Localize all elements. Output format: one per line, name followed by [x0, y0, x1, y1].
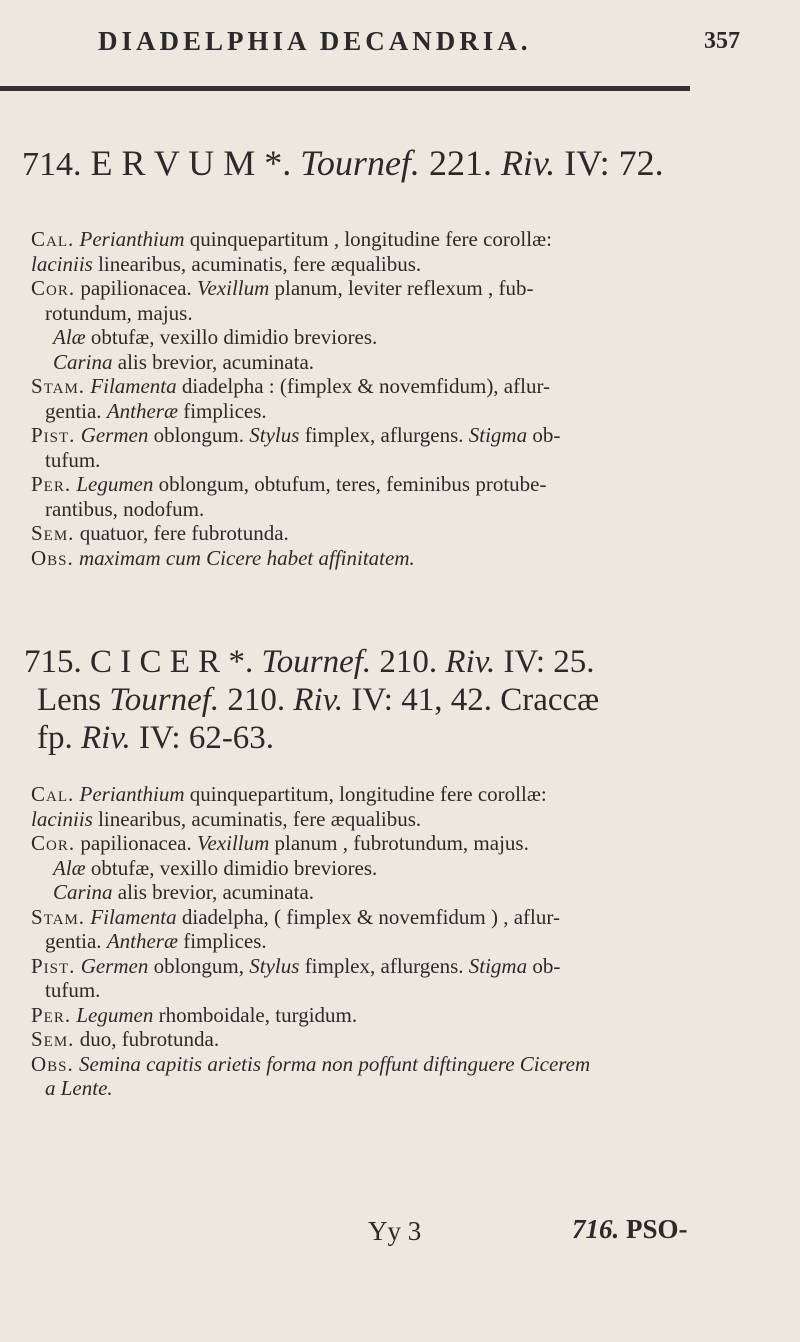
italic-term: a Lente.	[45, 1076, 113, 1100]
reference-author: Tournef.	[261, 644, 372, 680]
italic-term: Antheræ	[106, 398, 178, 423]
heading-text: Lens	[37, 682, 110, 718]
text-run: obtufæ, vexillo dimidio breviores.	[85, 855, 378, 880]
text-run: obtufæ, vexillo dimidio breviores.	[85, 325, 378, 349]
heading-line	[24, 681, 599, 719]
reference-author: Tournef.	[109, 682, 220, 718]
heading-text: IV: 25.	[495, 644, 595, 680]
italic-term: Legumen	[76, 472, 154, 496]
reference-author: Riv.	[293, 682, 344, 718]
text-line	[31, 1003, 786, 1028]
text-line	[31, 399, 786, 424]
text-run: rantibus, nodofum.	[45, 496, 205, 521]
reference-author: Riv.	[81, 720, 131, 756]
italic-term: Vexillum	[196, 831, 270, 855]
italic-term: Germen	[80, 423, 149, 447]
section-label: Sem.	[31, 521, 75, 545]
text-line	[31, 1027, 786, 1052]
text-line	[31, 831, 786, 856]
text-line	[31, 374, 786, 399]
running-head-title: DIADELPHIA DECANDRIA.	[98, 26, 532, 56]
text-run: alis brevior, acuminata.	[112, 349, 315, 374]
italic-term: Semina capitis arietis forma non poffunt diftinguere Cicerem	[79, 1051, 591, 1076]
catchword-text: PSO-	[626, 1214, 688, 1244]
text-run: quinquepartitum , longitudine fere corollæ:	[184, 227, 552, 251]
text-run: fimplex, aflurgens.	[299, 953, 469, 978]
text-line	[31, 782, 786, 807]
reference-author: Riv.	[445, 644, 496, 680]
italic-term: Perianthium	[79, 782, 185, 806]
text-line	[31, 880, 786, 905]
italic-term: Antheræ	[106, 929, 178, 953]
section-label: Obs.	[31, 1051, 74, 1076]
italic-term: laciniis	[31, 806, 93, 831]
italic-term: Stigma	[468, 423, 528, 447]
section-label: Cal.	[31, 782, 75, 806]
text-run: rhomboidale, turgidum.	[153, 1002, 358, 1027]
italic-term: Legumen	[76, 1002, 154, 1027]
heading-text: fp.	[37, 720, 81, 756]
text-line	[31, 350, 786, 375]
text-run: gentia.	[45, 929, 107, 953]
text-run: tufum.	[45, 978, 101, 1002]
header-rule	[0, 86, 690, 91]
text-run: gentia.	[45, 398, 107, 423]
text-run: tufum.	[45, 447, 101, 472]
text-run: papilionacea.	[80, 831, 197, 855]
heading-text: *.	[228, 644, 262, 680]
heading-line	[24, 719, 599, 757]
text-line	[31, 929, 786, 954]
section-label: Sem.	[31, 1027, 75, 1051]
entry-714-description	[31, 227, 786, 570]
italic-term: Vexillum	[196, 276, 270, 300]
running-head	[98, 26, 740, 57]
heading-text: 210.	[371, 644, 446, 680]
reference-author: Riv.	[500, 143, 556, 183]
text-run: ob-	[527, 423, 561, 447]
section-label: Pist.	[31, 423, 76, 447]
text-line	[31, 497, 786, 522]
section-label: Cor.	[31, 276, 76, 300]
section-label: Per.	[31, 1002, 72, 1027]
text-line	[31, 276, 786, 301]
text-run: diadelpha, ( fimplex & novemfidum ) , aflur-	[176, 904, 560, 929]
text-run: linearibus, acuminatis, fere æqualibus.	[92, 251, 422, 276]
text-run: oblongum, obtufum, teres, feminibus protube-	[153, 472, 547, 496]
text-run: oblongum,	[148, 953, 250, 978]
section-label: Per.	[31, 472, 72, 496]
text-line	[31, 978, 786, 1003]
text-run: fimplices.	[177, 929, 267, 953]
section-label: Cor.	[31, 831, 76, 855]
text-run: duo, fubrotunda.	[79, 1027, 220, 1051]
genus-name: E R V U M	[90, 143, 256, 183]
text-line	[31, 252, 786, 277]
entry-number: 714.	[22, 146, 82, 183]
text-line	[31, 325, 786, 350]
italic-term: Perianthium	[79, 227, 185, 251]
text-run: linearibus, acuminatis, fere æqualibus.	[92, 806, 422, 831]
italic-term: laciniis	[31, 251, 93, 276]
catchword	[572, 1214, 688, 1245]
text-line	[31, 807, 786, 832]
text-run: rotundum, majus.	[45, 300, 193, 325]
text-line	[31, 905, 786, 930]
page-number: 357	[704, 28, 740, 54]
text-line	[31, 1052, 786, 1077]
heading-text: IV: 41, 42. Craccæ	[343, 682, 600, 718]
text-run: diadelpha : (fimplex & novemfidum), aflur-	[176, 374, 551, 398]
text-line	[31, 227, 786, 252]
text-line	[31, 1076, 786, 1101]
italic-term: Stylus	[249, 423, 300, 447]
italic-term: Alæ	[53, 855, 86, 880]
text-line	[31, 448, 786, 473]
section-label: Stam.	[31, 904, 86, 929]
italic-term: Carina	[53, 880, 113, 904]
italic-term: Carina	[53, 349, 113, 374]
text-run: quatuor, fere fubrotunda.	[79, 521, 289, 545]
catchword-number: 716.	[572, 1214, 620, 1244]
text-line	[31, 521, 786, 546]
text-run: papilionacea.	[80, 276, 197, 300]
italic-term: Germen	[80, 953, 149, 978]
section-label: Obs.	[31, 545, 74, 570]
text-line	[31, 423, 786, 448]
text-run: alis brevior, acuminata.	[112, 880, 315, 904]
heading-text: 210.	[219, 682, 294, 718]
reference-volume: IV: 72.	[564, 143, 664, 183]
italic-term: Filamenta	[90, 374, 177, 398]
italic-term: maximam cum Cicere habet affinitatem.	[79, 545, 415, 570]
text-line	[31, 856, 786, 881]
italic-term: Stylus	[249, 953, 300, 978]
text-run: fimplices.	[177, 398, 267, 423]
text-run: planum, leviter reflexum , fub-	[269, 276, 534, 300]
reference-page: 221.	[428, 143, 492, 183]
text-line	[31, 301, 786, 326]
heading-text: 715. C I C E R	[24, 644, 229, 680]
text-run: oblongum.	[148, 423, 250, 447]
asterisk-mark: *.	[264, 143, 292, 183]
section-label: Pist.	[31, 953, 76, 978]
text-line	[31, 954, 786, 979]
text-line	[31, 546, 786, 571]
reference-author: Tournef.	[300, 143, 420, 183]
entry-715-description	[31, 782, 786, 1101]
signature-mark: Yy 3	[368, 1216, 422, 1246]
heading-text: IV: 62-63.	[130, 720, 275, 756]
section-label: Cal.	[31, 227, 75, 251]
text-run: quinquepartitum, longitudine fere corollæ:	[184, 782, 547, 806]
text-run: fimplex, aflurgens.	[299, 423, 469, 447]
entry-714-heading	[22, 142, 664, 184]
section-label: Stam.	[31, 374, 86, 398]
entry-715-heading	[24, 643, 599, 757]
italic-term: Stigma	[468, 953, 528, 978]
text-line	[31, 472, 786, 497]
text-run: ob-	[527, 953, 561, 978]
italic-term: Filamenta	[90, 904, 177, 929]
italic-term: Alæ	[53, 325, 86, 349]
text-run: planum , fubrotundum, majus.	[269, 831, 529, 855]
heading-line	[24, 643, 599, 681]
